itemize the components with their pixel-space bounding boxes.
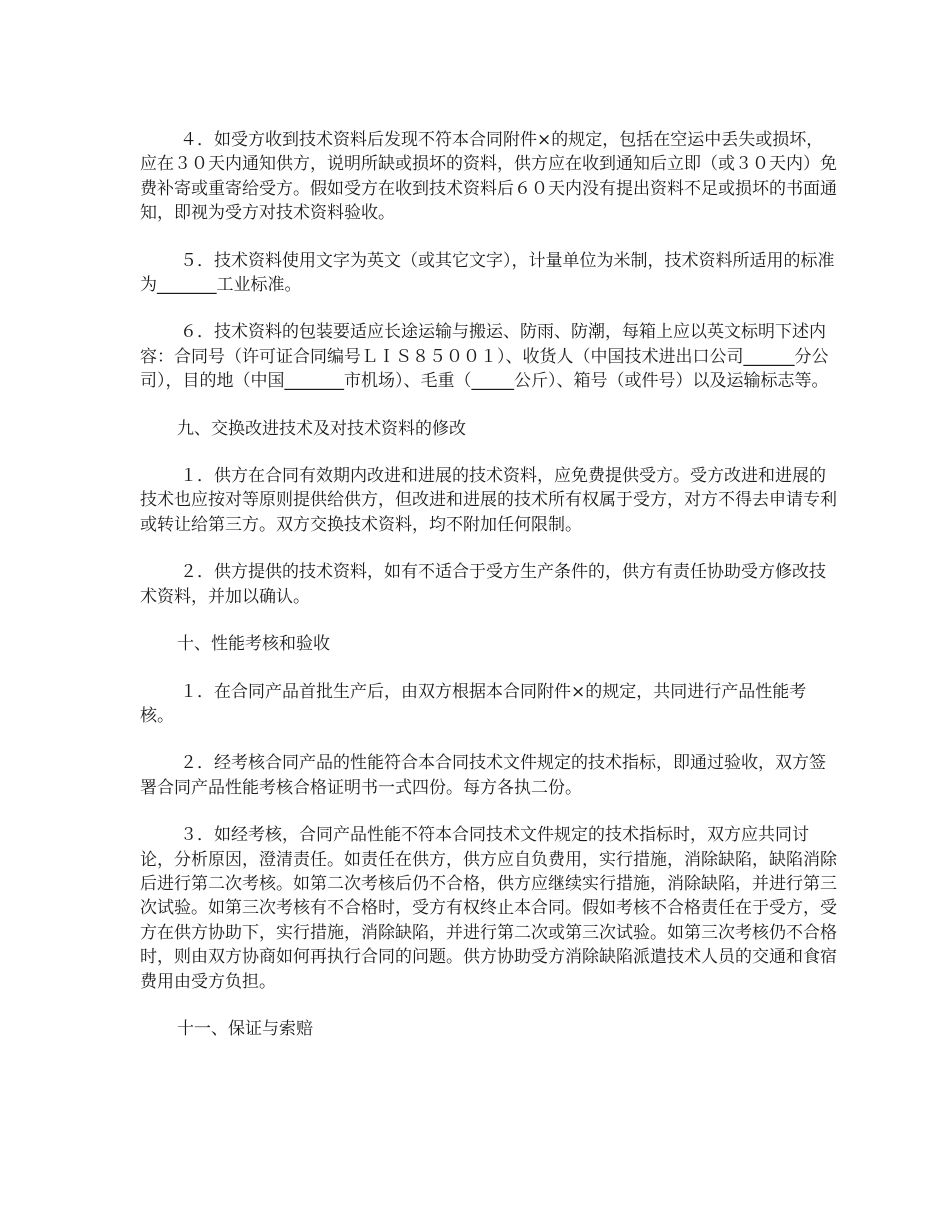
section-10-heading: 十、性能考核和验收 [177, 634, 330, 655]
clause-10-3: ３．如经考核，合同产品性能不符本合同技术文件规定的技术指标时，双方应共同讨论，分析原因，澄清责任。如责任在供方，供方应自负费用，实行措施，消除缺陷，缺陷消除后进行第二次考核。如第二次考核后仍不合格，供方应继续实行措施，消除缺陷，并进行第三次试验。如第三次考核有不合格时，受方有权终止本合同。假如考核不合格责任在于受方，受方在供方协助下，实行措施，消除缺陷，并进行第二次或第三次试验。如第三次考核仍不合格时，则由双方协商如何再执行合同的问题。供方协助受方消除缺陷派遣技术人员的交通和食宿费用由受方负担。 [140, 825, 837, 992]
clause-8-4: ４．如受方收到技术资料后发现不符本合同附件×的规定，包括在空运中丢失或损坏，应在３０天内通知供方，说明所缺或损坏的资料，供方应在收到通知后立即（或３０天内）免费补寄或重寄给受方。假如受方在收到技术资料后６０天内没有提出资料不足或损坏的书面通知，即视为受方对技术资料验收。 [140, 130, 837, 224]
document-page [140, 128, 840, 1064]
clause-9-2: ２．供方提供的技术资料，如有不适合于受方生产条件的，供方有责任协助受方修改技术资料，并加以确认。 [140, 562, 826, 607]
clause-8-5: ５．技术资料使用文字为英文（或其它文字），计量单位为米制，技术资料所适用的标准为_______工业标准。 [140, 250, 835, 296]
clause-10-2: ２．经考核合同产品的性能符合本合同技术文件规定的技术指标，即通过验收，双方签署合同产品性能考核合格证明书一式四份。每方各执二份。 [140, 753, 826, 798]
clause-8-6: ６．技术资料的包装要适应长途运输与搬运、防雨、防潮，每箱上应以英文标明下述内容：合同号（许可证合同编号ＬＩＳ８５００１）、收货人（中国技术进出口公司______分公司），目的地（中国_______市机场）、毛重（_____公斤）、箱号（或件号）以及运输标志等。 [140, 322, 829, 392]
section-11-heading: 十一、保证与索赔 [177, 1018, 313, 1039]
clause-9-1: １．供方在合同有效期内改进和进展的技术资料，应免费提供受方。受方改进和进展的技术也应按对等原则提供给供方，但改进和进展的技术所有权属于受方，对方不得去申请专利或转让给第三方。双方交换技术资料，均不附加任何限制。 [140, 466, 837, 535]
clause-10-1: １．在合同产品首批生产后，由双方根据本合同附件×的规定，共同进行产品性能考核。 [140, 681, 807, 726]
section-9-heading: 九、交换改进技术及对技术资料的修改 [177, 418, 466, 439]
